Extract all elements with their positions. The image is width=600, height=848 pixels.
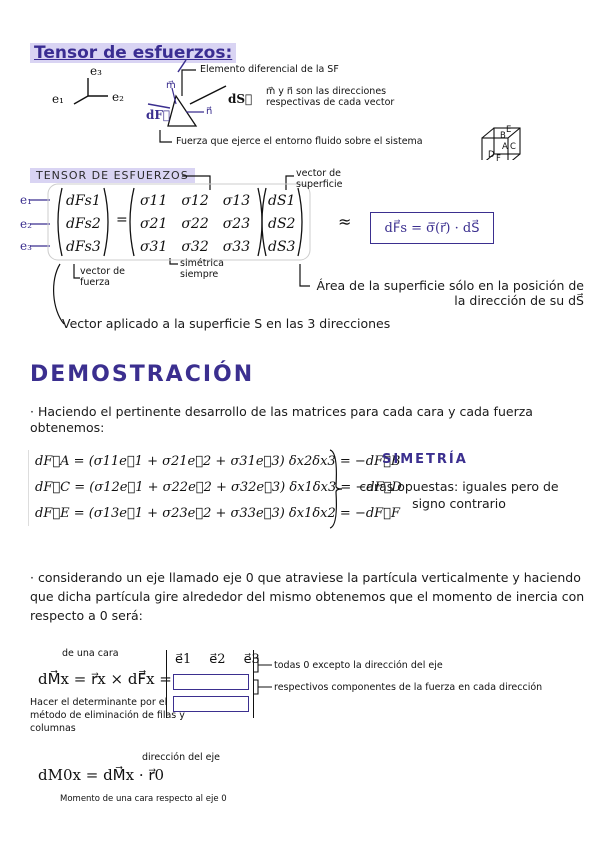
force-vector-entry: dFs3 bbox=[66, 239, 101, 255]
cube-letter-F: F bbox=[496, 154, 501, 164]
dF-label: dF⃗ bbox=[146, 108, 171, 122]
section-title-tensor: Tensor de esfuerzos: bbox=[30, 43, 236, 63]
demo-intro: · Haciendo el pertinente desarrollo de las matrices para cada cara y cada fuerza obtenemos: bbox=[30, 404, 533, 435]
equation-A: dF⃗A = (σ11e⃗1 + σ21e⃗2 + σ31e⃗3) δx2δx3 = −dF⃗B bbox=[35, 454, 401, 469]
equals-sign: = bbox=[116, 212, 128, 228]
det-pointers bbox=[252, 656, 276, 706]
det-e2: e⃗2 bbox=[209, 652, 226, 667]
dS-arrow bbox=[190, 86, 226, 104]
surface-element-triangle bbox=[168, 96, 196, 126]
cube-letter-C: C bbox=[510, 142, 516, 152]
row-label-e3: e₃ bbox=[20, 239, 32, 253]
force-vector-entry: dFs1 bbox=[66, 193, 101, 209]
boxed-equation: dF⃗s = σ̿(r⃗) · dS⃗ bbox=[370, 212, 494, 244]
surface-vector-entry: dS2 bbox=[268, 216, 296, 232]
caras-note: caras opuestas: iguales pero de signo contrario bbox=[359, 479, 559, 511]
hacer-note: Hacer el determinante por el método de eliminación de filas y columnas bbox=[30, 697, 185, 734]
equation-E: dF⃗E = (σ13e⃗1 + σ23e⃗2 + σ33e⃗3) δx1δx2 = −dF⃗F bbox=[35, 506, 400, 521]
surface-vector-entry: dS1 bbox=[268, 193, 296, 209]
det-e3: e⃗3 bbox=[243, 652, 260, 667]
cube-letter-B: B bbox=[500, 131, 506, 141]
dM-equation: dM⃗x = r⃗x × dF⃗x = bbox=[38, 670, 172, 688]
matrix-cell: σ23 bbox=[222, 216, 251, 232]
m-label: m⃗ bbox=[166, 80, 176, 91]
equations-block bbox=[28, 450, 402, 526]
basis-e2: e₂ bbox=[112, 90, 124, 104]
matrix-cell: σ11 bbox=[140, 193, 168, 209]
simetrica-note: simétrica siempre bbox=[180, 258, 225, 280]
matrix-cell: σ12 bbox=[181, 193, 209, 209]
equations-brace bbox=[326, 448, 346, 530]
todas-note: todas 0 excepto la dirección del eje bbox=[274, 660, 443, 671]
surface-vector bbox=[268, 190, 295, 259]
matrix-cell: σ21 bbox=[140, 216, 168, 232]
matrix-cell: σ22 bbox=[181, 216, 209, 232]
m-n-note: m⃗ y n⃗ son las direcciones respectivas de cada vector bbox=[266, 86, 395, 108]
dS-label: dS⃗ bbox=[228, 92, 253, 106]
equation-C: dF⃗C = (σ12e⃗1 + σ22e⃗2 + σ32e⃗3) δx1δx3 = −dF⃗D bbox=[35, 480, 402, 495]
stress-matrix bbox=[140, 190, 250, 259]
demo-title: DEMOSTRACIÓN bbox=[30, 362, 255, 387]
momento-note: Momento de una cara respecto al eje 0 bbox=[60, 794, 227, 804]
det-row-position bbox=[173, 674, 249, 690]
det-e1: e⃗1 bbox=[175, 652, 192, 667]
matrix-cell: σ32 bbox=[181, 239, 209, 255]
force-vector bbox=[66, 190, 101, 259]
determinant-header bbox=[175, 652, 260, 667]
respectivos-note: respectivos componentes de la fuerza en cada dirección bbox=[274, 682, 543, 693]
basis-e3: e₃ bbox=[90, 64, 102, 78]
de-una-cara-note: de una cara bbox=[62, 648, 119, 659]
dM0-equation: dM0x = dM⃗x · r⃗0 bbox=[38, 766, 165, 784]
elemento-label: Elemento diferencial de la SF bbox=[200, 64, 339, 75]
tensor-label: TENSOR DE ESFUERZOS bbox=[30, 168, 195, 183]
vector-fuerza-note: vector de fuerza bbox=[80, 266, 126, 288]
cube-letter-E: E bbox=[506, 125, 512, 135]
force-vector-entry: dFs2 bbox=[66, 216, 101, 232]
considerando-text: · considerando un eje llamado eje 0 que atraviese la partícula verticalmente y haciendo que dicha partícula gire alrededor del mismo obtenemos que el momento de inercia con respecto a 0 será: bbox=[30, 570, 585, 623]
row-label-e2: e₂ bbox=[20, 217, 32, 231]
simetria-heading: SIMETRÍA bbox=[382, 452, 468, 467]
matrix-cell: σ13 bbox=[222, 193, 251, 209]
matrix-cell: σ33 bbox=[222, 239, 251, 255]
row-label-e1: e₁ bbox=[20, 193, 32, 207]
surface-vector-entry: dS3 bbox=[268, 239, 296, 255]
area-note: Área de la superficie sólo en la posición de la dirección de su dS⃗ bbox=[316, 278, 584, 308]
approx-sign: ≈ bbox=[338, 212, 352, 231]
matrix-cell: σ31 bbox=[140, 239, 168, 255]
direccion-eje-note: dirección del eje bbox=[142, 752, 221, 763]
cube-letter-D: D bbox=[488, 150, 495, 160]
vector-superficie-note: vector de superficie bbox=[296, 168, 343, 190]
fuerza-pointer bbox=[160, 130, 172, 142]
cube-letter-A: A bbox=[502, 142, 508, 152]
axis-e1 bbox=[74, 96, 88, 104]
vector-aplicado-note: Vector aplicado a la superficie S en las 3 direcciones bbox=[62, 316, 391, 331]
elemento-pointer bbox=[182, 70, 196, 96]
fuerza-note: Fuerza que ejerce el entorno fluido sobre el sistema bbox=[176, 136, 423, 147]
n-label: n⃗ bbox=[206, 106, 213, 117]
basis-e1: e₁ bbox=[52, 92, 64, 106]
